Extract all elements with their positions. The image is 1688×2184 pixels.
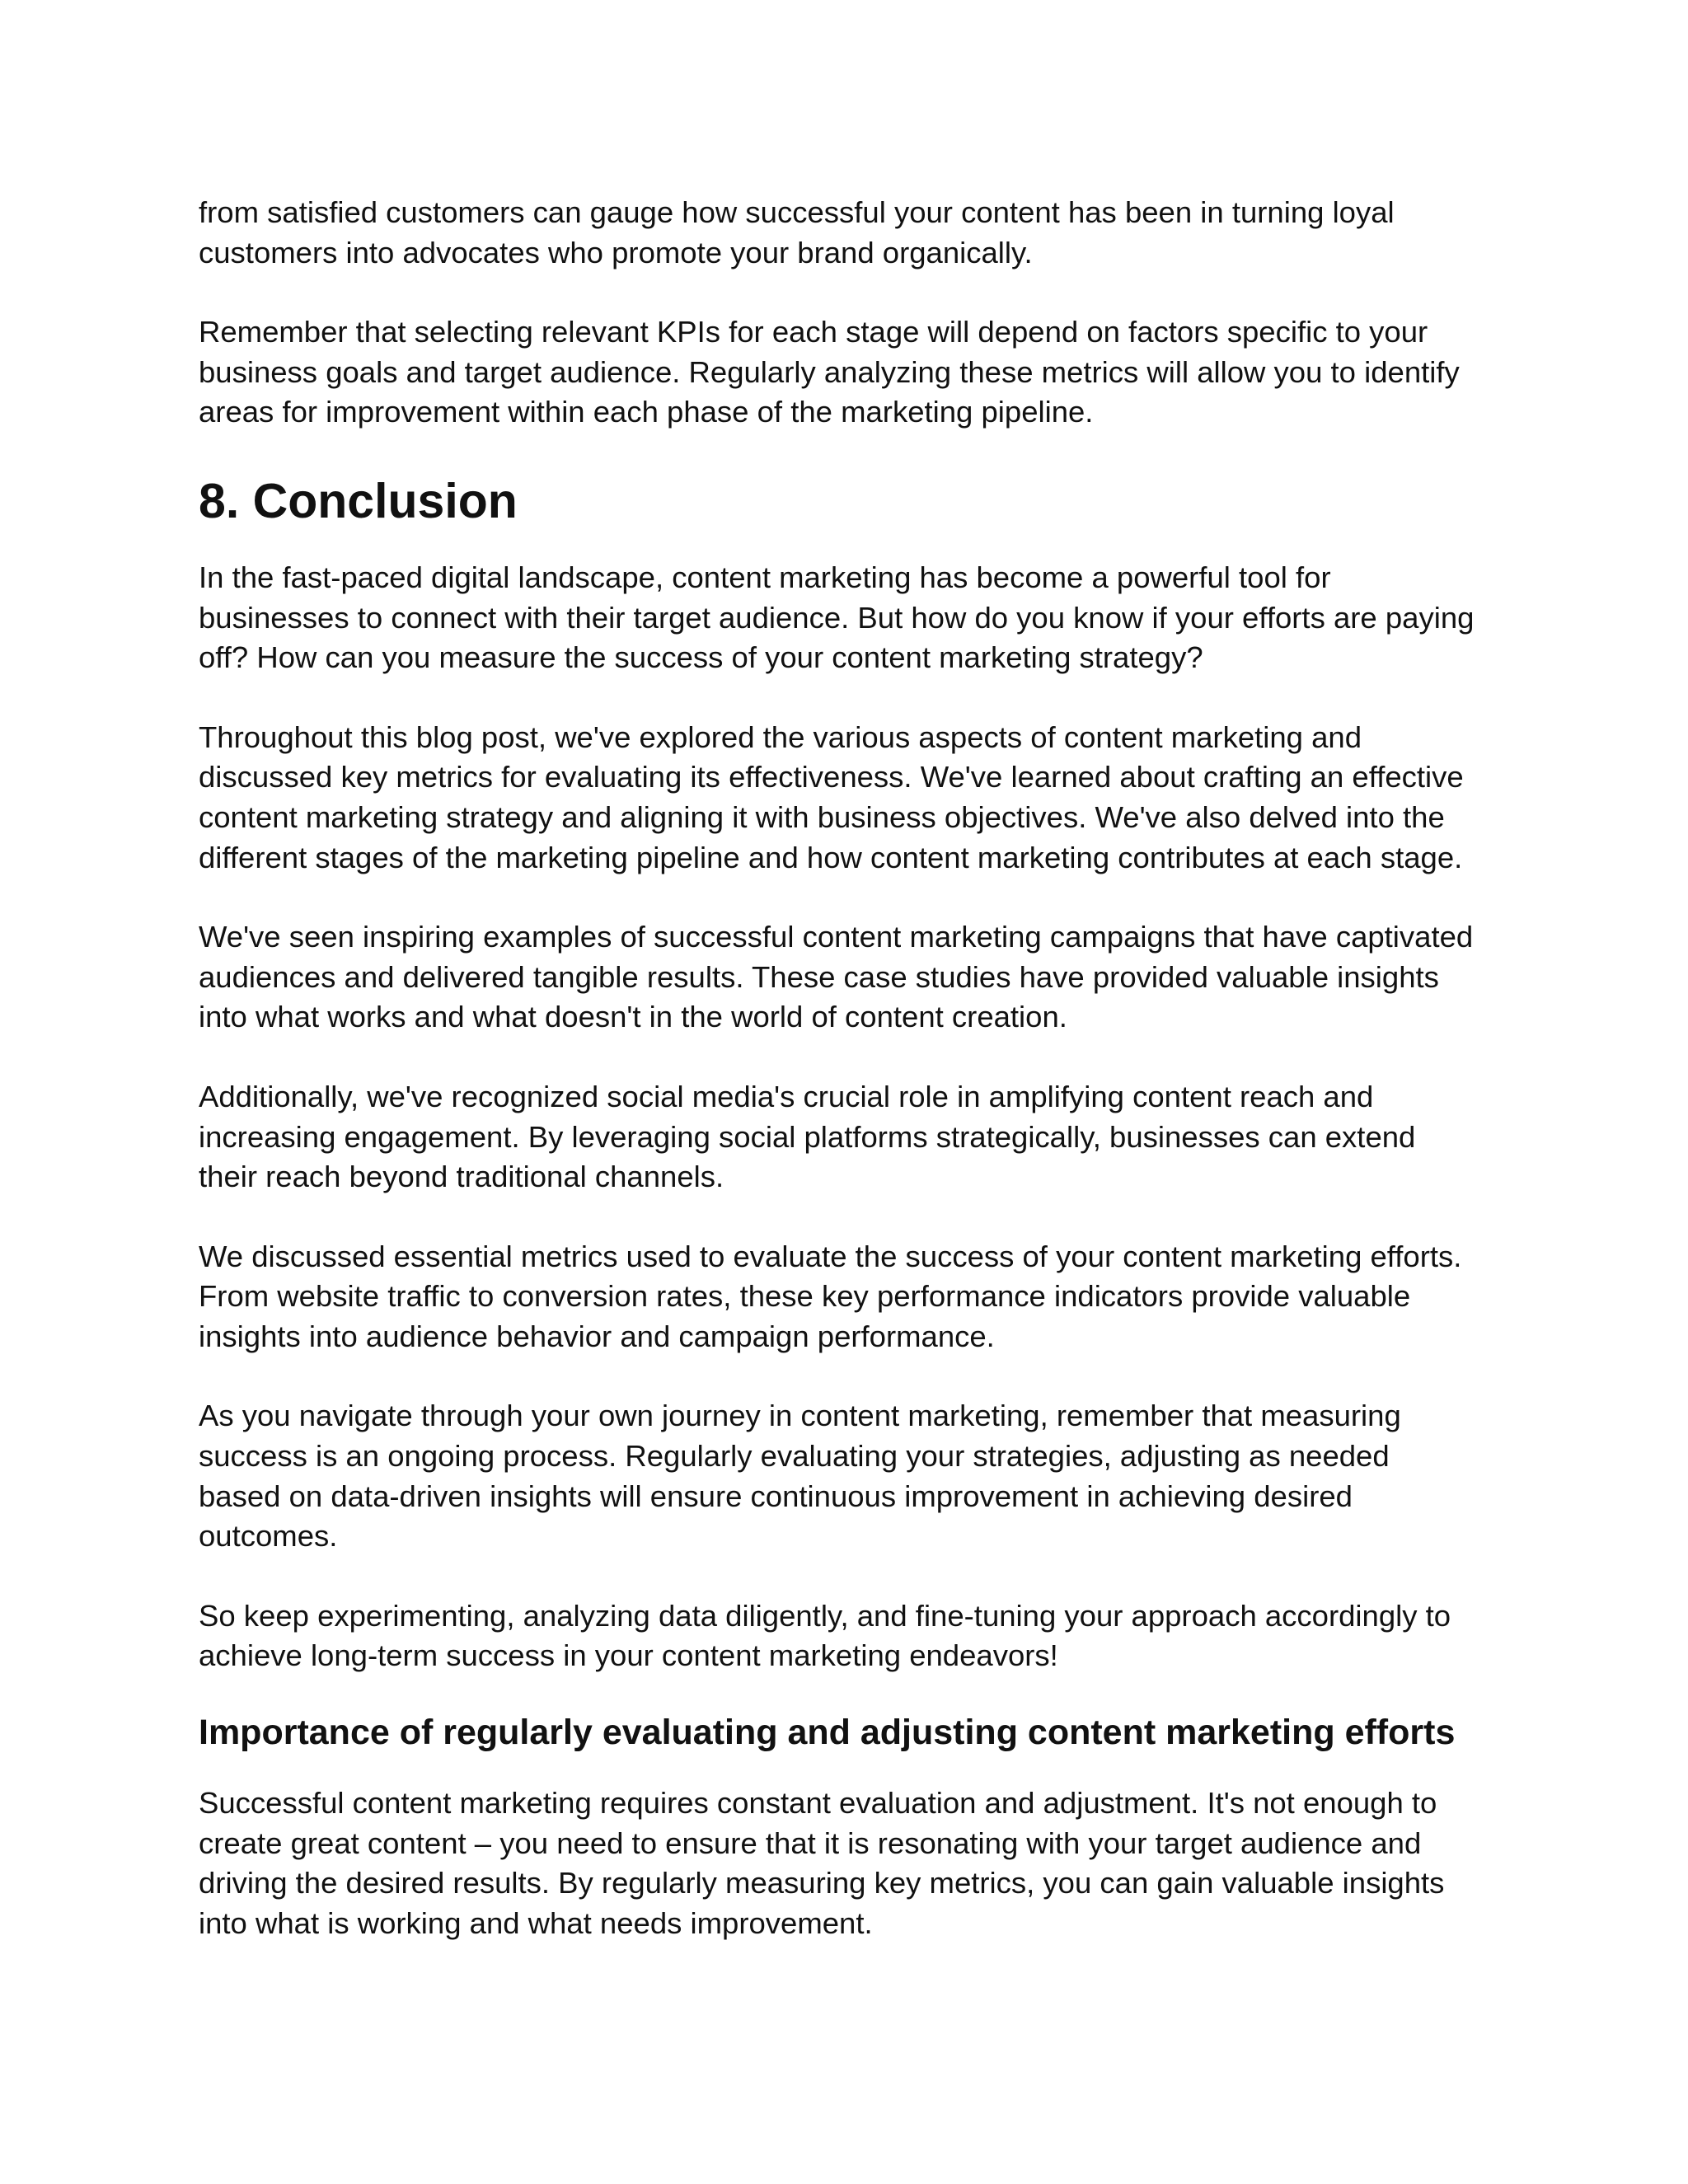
intro-paragraph-1: from satisfied customers can gauge how successful your content has been in turning loyal customers into advocates who promote your brand organically. bbox=[199, 195, 1395, 269]
conclusion-paragraph-5: We discussed essential metrics used to evaluate the success of your content marketing efforts. From website traffic to conversion rates, these key performance indicators provide valuable insights into audience behavior and campaign performance. bbox=[199, 1239, 1462, 1353]
evaluation-paragraph-1: Successful content marketing requires constant evaluation and adjustment. It's not enough to create great content – you need to ensure that it is resonating with your target audience and driving the desired results. By regularly measuring key metrics, you can gain valuable insights into what is working and what needs improvement. bbox=[199, 1786, 1445, 1940]
document-page bbox=[199, 193, 1501, 1943]
conclusion-paragraph-1: In the fast-paced digital landscape, content marketing has become a powerful tool for businesses to connect with their target audience. But how do you know if your efforts are paying off? How can you measure the success of your content marketing strategy? bbox=[199, 560, 1475, 675]
conclusion-paragraph-7: So keep experimenting, analyzing data diligently, and fine-tuning your approach accordingly to achieve long-term success in your content marketing endeavors! bbox=[199, 1598, 1451, 1673]
conclusion-paragraph-6: As you navigate through your own journey in content marketing, remember that measuring success is an ongoing process. Regularly evaluating your strategies, adjusting as needed based on data-driven insights will ensure continuous improvement in achieving desired outcomes. bbox=[199, 1399, 1401, 1554]
conclusion-paragraph-3: We've seen inspiring examples of successful content marketing campaigns that have captivated audiences and delivered tangible results. These case studies have provided valuable insights into what works and what doesn't in the world of content creation. bbox=[199, 920, 1474, 1034]
conclusion-heading: 8. Conclusion bbox=[199, 473, 518, 528]
conclusion-paragraph-4: Additionally, we've recognized social media's crucial role in amplifying content reach and increasing engagement. By leveraging social platforms strategically, businesses can extend their reach beyond traditional channels. bbox=[199, 1079, 1416, 1194]
conclusion-paragraph-2: Throughout this blog post, we've explored the various aspects of content marketing and discussed key metrics for evaluating its effectiveness. We've learned about crafting an effective content marketing strategy and aligning it with business objectives. We've also delved into the different stages of the marketing pipeline and how content marketing contributes at each stage. bbox=[199, 719, 1464, 874]
evaluation-heading: Importance of regularly evaluating and adjusting content marketing efforts bbox=[199, 1713, 1456, 1753]
intro-paragraph-2: Remember that selecting relevant KPIs for each stage will depend on factors specific to your business goals and target audience. Regularly analyzing these metrics will allow you to identify areas for improvement within each phase of the marketing pipeline. bbox=[199, 315, 1460, 429]
